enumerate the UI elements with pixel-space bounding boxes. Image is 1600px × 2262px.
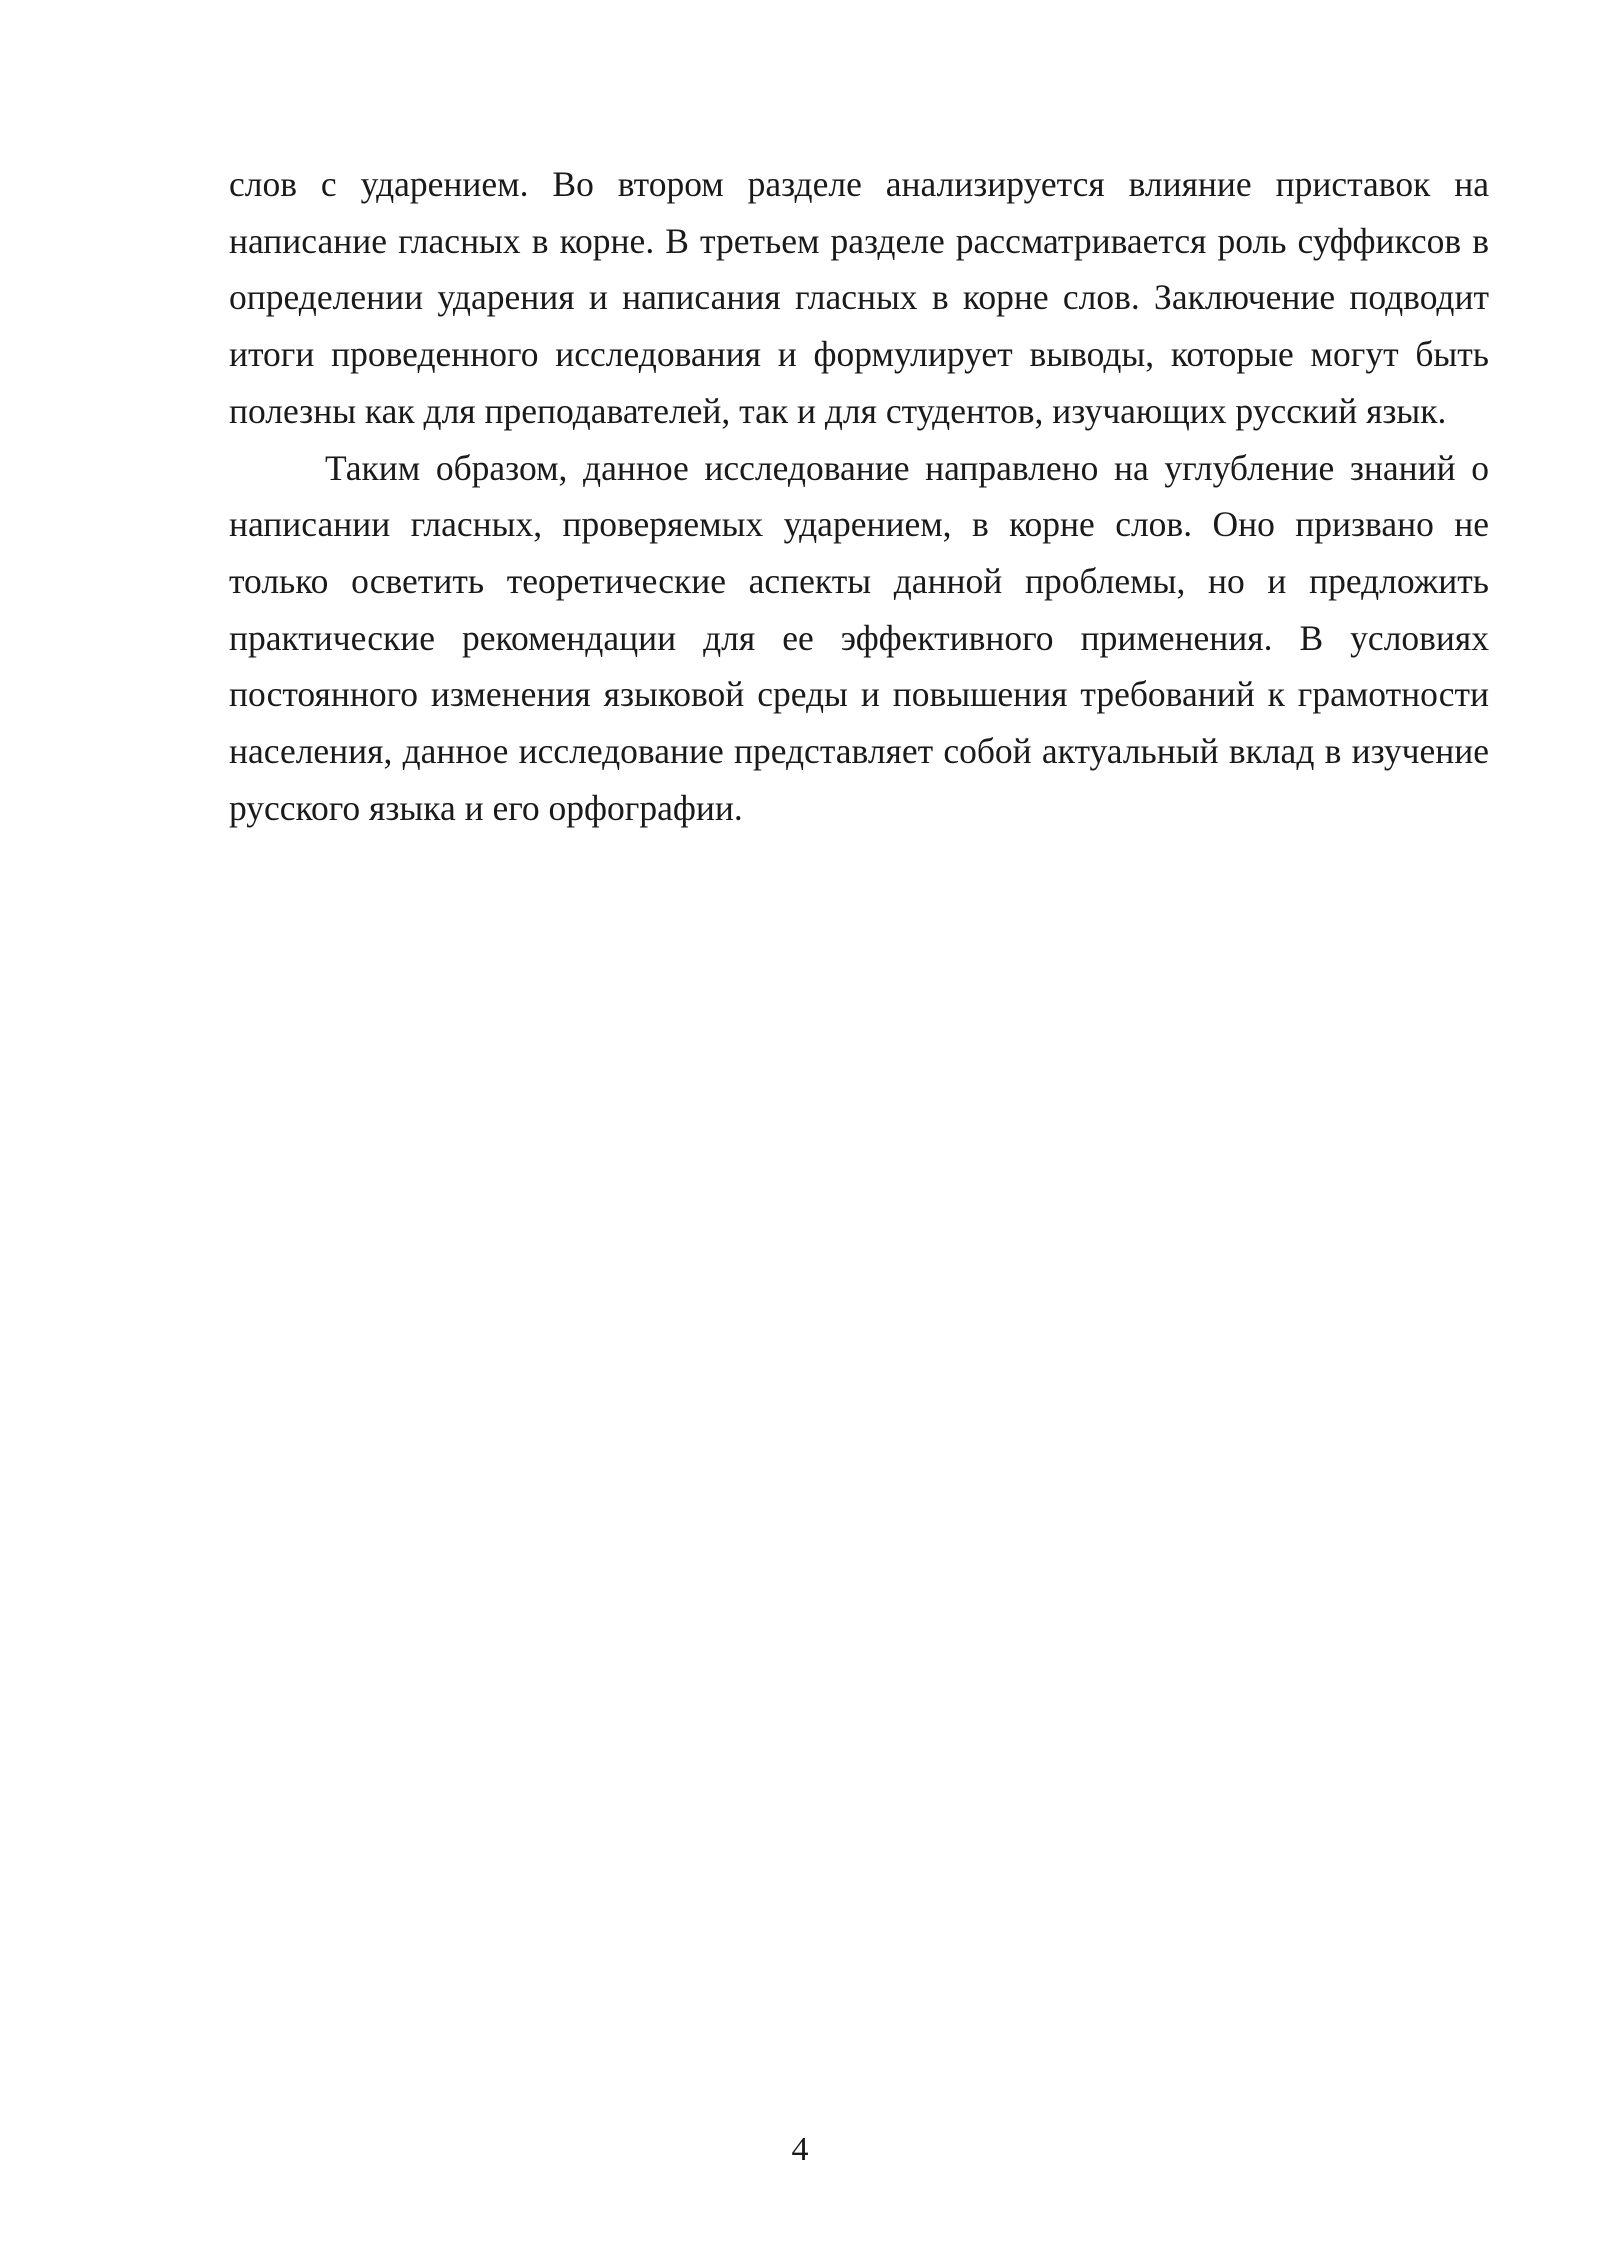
page-number: 4 — [791, 2131, 809, 2168]
page-body — [229, 156, 1489, 836]
paragraph-conclusion: Таким образом, данное исследование направлено на углубление знаний о написании гласных, проверяемых ударением, в корне слов. Оно призвано не только осветить теоретические аспекты данной проблемы, но и предложить практические рекомендации для ее эффективного применения. В условиях постоянного изменения языковой среды и повышения требований к грамотности населения, данное исследование представляет собой актуальный вклад в изучение русского языка и его орфографии. — [229, 447, 1489, 828]
paragraph-continuation: слов с ударением. Во втором разделе анализируется влияние приставок на написание гласных в корне. В третьем разделе рассматривается роль суффиксов в определении ударения и написания гласных в корне слов. Заключение подводит итоги проведенного исследования и формулирует выводы, которые могут быть полезны как для преподавателей, так и для студентов, изучающих русский язык. — [229, 164, 1489, 431]
